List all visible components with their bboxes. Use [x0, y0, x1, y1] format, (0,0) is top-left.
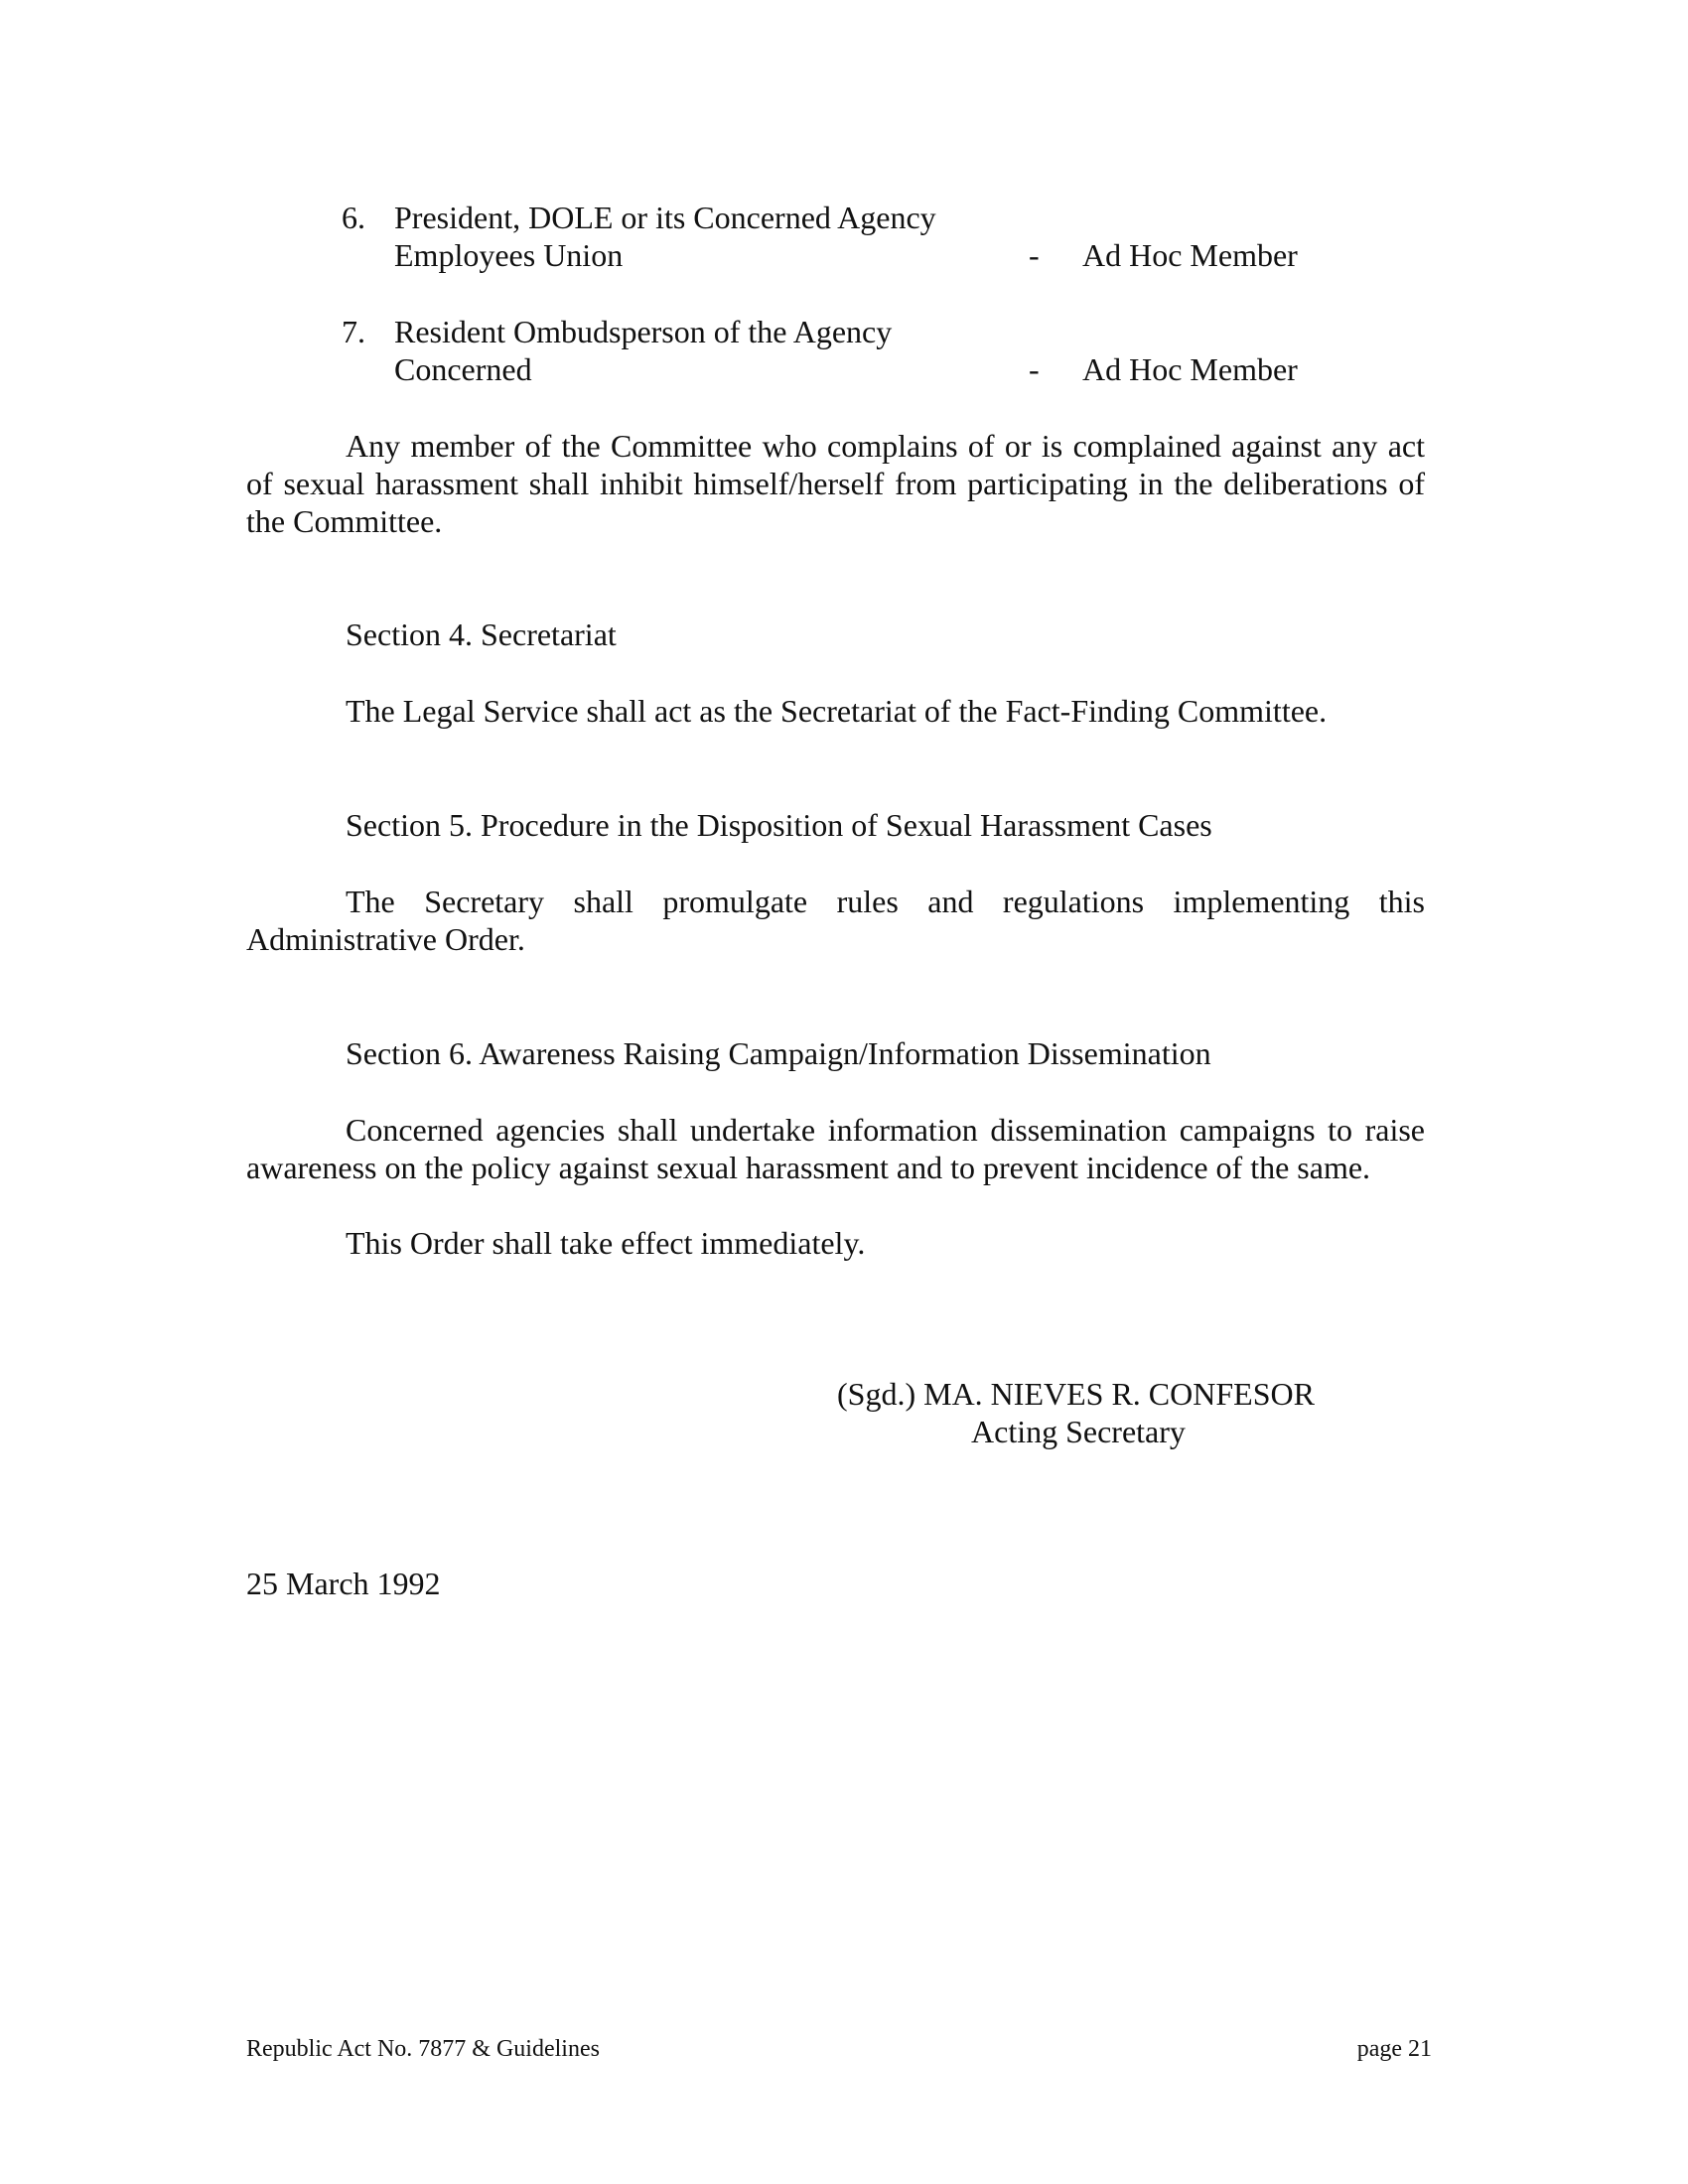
- effectivity-statement: This Order shall take effect immediately.: [346, 1225, 866, 1261]
- list-item-role: Ad Hoc Member: [1082, 237, 1298, 273]
- list-item-dash: -: [1029, 237, 1040, 273]
- signatory-title: Acting Secretary: [971, 1414, 1186, 1449]
- list-item-number: 7.: [342, 314, 365, 349]
- section-6-body: Concerned agencies shall undertake information dissemination campaigns to raise awareness on the policy against sexual harassment and to prevent incidence of the same.: [246, 1112, 1425, 1185]
- signatory-name: (Sgd.) MA. NIEVES R. CONFESOR: [837, 1376, 1315, 1412]
- section-4-body: The Legal Service shall act as the Secretariat of the Fact-Finding Committee.: [346, 693, 1328, 729]
- list-item-line: Concerned: [394, 351, 532, 387]
- list-item-dash: -: [1029, 351, 1040, 387]
- footer-title: Republic Act No. 7877 & Guidelines: [246, 2036, 600, 2062]
- list-item-number: 6.: [342, 200, 365, 235]
- list-item-line: Resident Ombudsperson of the Agency: [394, 314, 893, 349]
- page-number: page 21: [1356, 2036, 1432, 2062]
- section-5-heading: Section 5. Procedure in the Disposition of Sexual Harassment Cases: [346, 807, 1212, 843]
- inhibition-paragraph: Any member of the Committee who complains of or is complained against any act of sexual harassment shall inhibit himself/herself from participating in the deliberations of the Committee.: [246, 428, 1425, 539]
- section-4-heading: Section 4. Secretariat: [346, 616, 617, 652]
- list-item-line: Employees Union: [394, 237, 624, 273]
- list-item-line: President, DOLE or its Concerned Agency: [394, 200, 936, 235]
- section-6-heading: Section 6. Awareness Raising Campaign/Information Dissemination: [346, 1035, 1211, 1071]
- section-5-body: The Secretary shall promulgate rules and regulations implementing this Administrative Order.: [246, 884, 1425, 957]
- document-date: 25 March 1992: [246, 1566, 441, 1601]
- list-item-role: Ad Hoc Member: [1082, 351, 1298, 387]
